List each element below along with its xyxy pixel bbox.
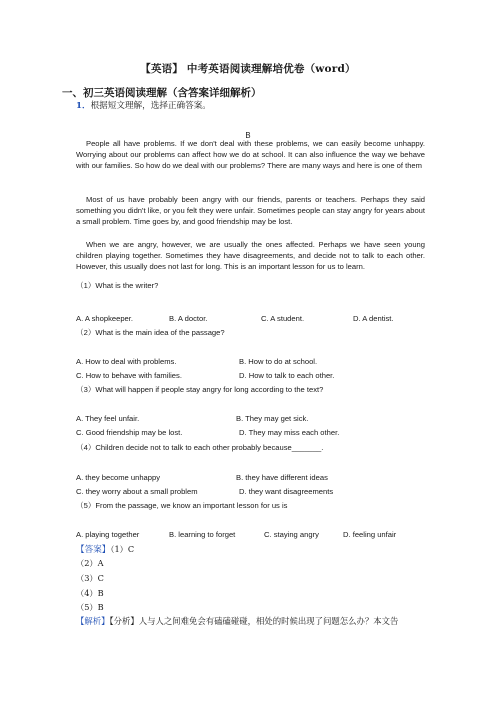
question-5-stem: （5）From the passage, we know an important lesson for us is — [76, 501, 288, 510]
answer-4: （4）B — [76, 588, 104, 598]
passage-paragraph-1: People all have problems. If we don't deal with these problems, we can easily become unhappy. Worrying about our problems can affect how we do at school. It can also influence the way we behave with our families. So how do we deal with our problems? There are many ways and here is one of them — [76, 139, 425, 171]
q3-option-c: C. Good friendship may be lost. — [76, 428, 183, 437]
passage-letter: B — [245, 131, 251, 140]
analysis-line — [76, 615, 398, 627]
answer-2: （2）A — [76, 558, 104, 568]
question-3-stem: （3）What will happen if people stay angry for long according to the text? — [76, 385, 324, 394]
question-4-stem: （4）Children decide not to talk to each other probably because_______. — [76, 443, 324, 452]
analysis-label: 【解析】 — [76, 616, 110, 626]
q4-option-d: D. they want disagreements — [239, 487, 334, 496]
passage-paragraph-2: Most of us have probably been angry with our friends, parents or teachers. Perhaps they said something you didn't like, or you felt they were unfair. Sometimes people can stay angry for years about a small problem. Time goes by, and good friendship may be lost. — [76, 195, 425, 227]
question-2-stem: （2）What is the main idea of the passage? — [76, 328, 225, 337]
page-title: 【英语】 中考英语阅读理解培优卷（word） — [140, 63, 356, 75]
q4-option-a: A. they become unhappy — [76, 473, 161, 482]
section-heading: 一、初三英语阅读理解（含答案详细解析） — [62, 87, 262, 99]
question-instruction — [76, 99, 211, 111]
q3-option-b: B. They may get sick. — [236, 414, 309, 423]
q1-option-b: B. A doctor. — [169, 314, 208, 323]
q4-option-c: C. they worry about a small problem — [76, 487, 198, 496]
q4-option-b: B. they have different ideas — [236, 473, 328, 482]
q2-option-c: C. How to behave with families. — [76, 371, 182, 380]
answer-line-1 — [76, 543, 134, 555]
q1-option-d: D. A dentist. — [353, 314, 394, 323]
answer-1: （1）C — [110, 544, 135, 554]
q1-option-c: C. A student. — [261, 314, 305, 323]
analysis-text: 【分析】人与人之间难免会有磕磕碰碰，相处的时候出现了问题怎么办？本文告 — [109, 616, 399, 626]
q3-option-a: A. They feel unfair. — [76, 414, 140, 423]
instruction-text: 根据短文理解，选择正确答案。 — [90, 101, 211, 111]
passage-paragraph-3: When we are angry, however, we are usually the ones affected. Perhaps we have seen young children playing together. Sometimes they have disagreements, and decide not to talk to each other. However, this usually does not last for long. This is an important lesson for us to learn. — [76, 240, 425, 272]
q2-option-d: D. How to talk to each other. — [239, 371, 335, 380]
answer-3: （3）C — [76, 573, 104, 583]
q1-option-a: A. A shopkeeper. — [76, 314, 133, 323]
answer-5: （5）B — [76, 602, 104, 612]
q3-option-d: D. They may miss each other. — [239, 428, 340, 437]
question-1-stem: （1）What is the writer? — [76, 281, 159, 290]
q5-option-a: A. playing together — [76, 530, 140, 539]
q5-option-b: B. learning to forget — [169, 530, 236, 539]
question-number: 1． — [76, 101, 91, 111]
q2-option-a: A. How to deal with problems. — [76, 357, 177, 366]
q2-option-b: B. How to do at school. — [239, 357, 318, 366]
q5-option-c: C. staying angry — [264, 530, 319, 539]
answer-label: 【答案】 — [76, 545, 111, 555]
q5-option-d: D. feeling unfair — [343, 530, 397, 539]
